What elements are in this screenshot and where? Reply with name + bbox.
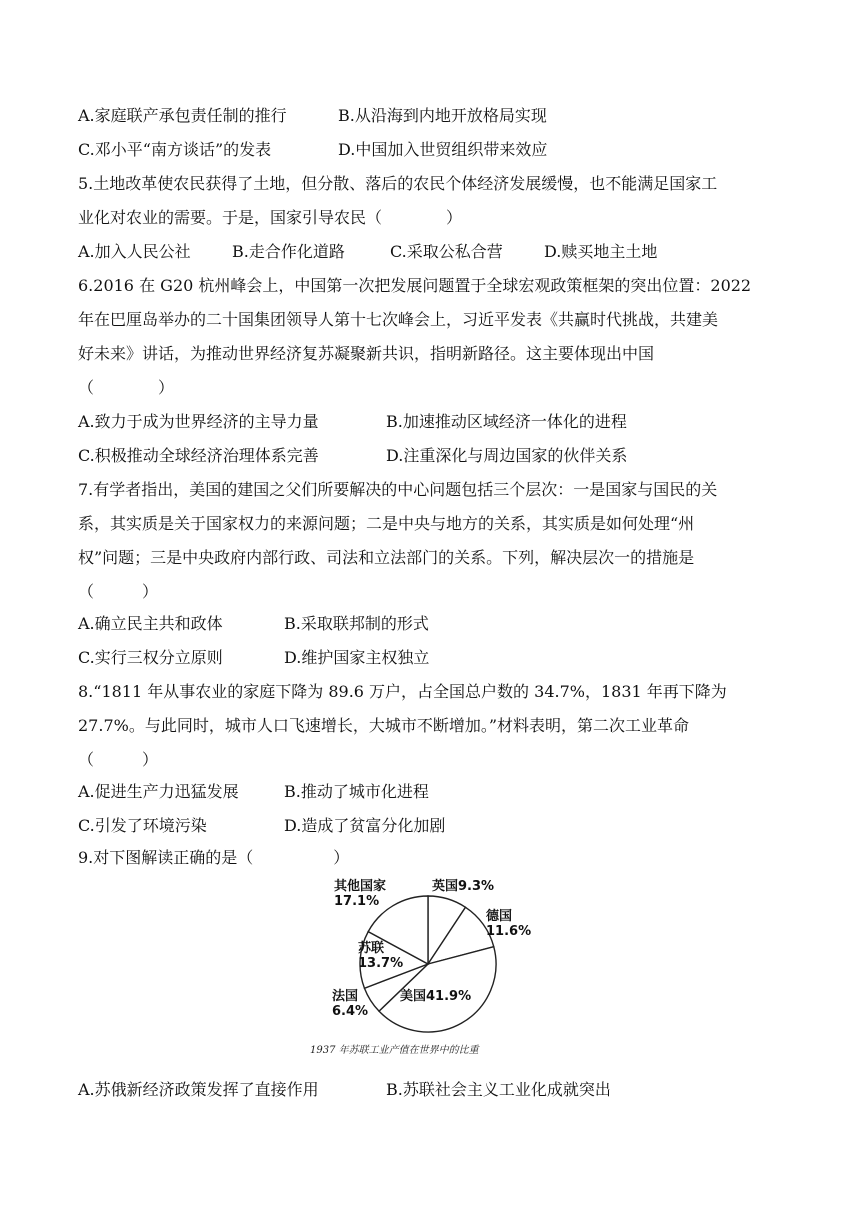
q5-option-a: A.加入人民公社 xyxy=(78,242,191,261)
q6-stem-line-2: 年在巴厘岛举办的二十国集团领导人第十七次峰会上，习近平发表《共赢时代挑战，共建美 xyxy=(78,310,719,329)
q8-option-a: A.促进生产力迅猛发展 xyxy=(78,782,239,801)
q9-stem: 9.对下图解读正确的是（ ） xyxy=(78,848,350,867)
pie-value-4: 13.7% xyxy=(358,956,404,971)
pie-value-1: 11.6% xyxy=(486,924,532,939)
q4-option-d: D.中国加入世贸组织带来效应 xyxy=(338,140,548,159)
q4-option-a: A.家庭联产承包责任制的推行 xyxy=(78,106,287,125)
q5-option-d: D.赎买地主土地 xyxy=(544,242,658,261)
q7-option-a: A.确立民主共和政体 xyxy=(78,614,223,633)
pie-label-0: 英国9.3% xyxy=(432,879,495,894)
pie-label-1: 德国 xyxy=(486,909,513,924)
pie-value-5: 17.1% xyxy=(334,894,380,909)
q5-stem-line-2: 业化对农业的需要。于是，国家引导农民（ ） xyxy=(78,208,463,227)
q8-stem-line-3: （ ） xyxy=(78,750,159,769)
q6-stem-line-3: 好未来》讲话，为推动世界经济复苏凝聚新共识，指明新路径。这主要体现出中国 xyxy=(78,344,655,363)
pie-chart xyxy=(318,868,550,1058)
pie-value-3: 6.4% xyxy=(332,1004,369,1019)
q6-option-a: A.致力于成为世界经济的主导力量 xyxy=(78,412,319,431)
q7-option-c: C.实行三权分立原则 xyxy=(78,648,223,667)
pie-label-3: 法国 xyxy=(332,989,359,1004)
q5-option-c: C.采取公私合营 xyxy=(390,242,503,261)
q6-option-d: D.注重深化与周边国家的伙伴关系 xyxy=(386,446,628,465)
q8-option-b: B.推动了城市化进程 xyxy=(284,782,429,801)
q7-option-b: B.采取联邦制的形式 xyxy=(284,614,429,633)
pie-label-4: 苏联 xyxy=(358,941,385,956)
q9-option-b: B.苏联社会主义工业化成就突出 xyxy=(386,1080,611,1099)
pie-chart-svg xyxy=(318,868,550,1038)
q6-stem-line-1: 6.2016 在 G20 杭州峰会上，中国第一次把发展问题置于全球宏观政策框架的突出位置：2022 xyxy=(78,276,752,295)
q7-stem-line-2: 系，其实质是关于国家权力的来源问题；二是中央与地方的关系，其实质是如何处理“州 xyxy=(78,514,695,533)
q4-option-c: C.邓小平“南方谈话”的发表 xyxy=(78,140,272,159)
q7-stem-line-4: （ ） xyxy=(78,582,159,601)
pie-label-2: 美国41.9% xyxy=(400,989,472,1004)
q6-stem-line-4: （ ） xyxy=(78,378,175,397)
q8-stem-line-1: 8.“1811 年从事农业的家庭下降为 89.6 万户，占全国总户数的 34.7%，1831 年再下降为 xyxy=(78,682,727,701)
q8-option-c: C.引发了环境污染 xyxy=(78,816,207,835)
chart-caption: 1937 年苏联工业产值在世界中的比重 xyxy=(310,1045,479,1056)
q8-stem-line-2: 27.7%。与此同时，城市人口飞速增长，大城市不断增加。”材料表明，第二次工业革命 xyxy=(78,716,690,735)
q7-stem-line-3: 权”问题；三是中央政府内部行政、司法和立法部门的关系。下列，解决层次一的措施是 xyxy=(78,548,695,567)
q6-option-b: B.加速推动区域经济一体化的进程 xyxy=(386,412,627,431)
q7-stem-line-1: 7.有学者指出，美国的建国之父们所要解决的中心问题包括三个层次：一是国家与国民的关 xyxy=(78,480,718,499)
q5-stem-line-1: 5.土地改革使农民获得了土地，但分散、落后的农民个体经济发展缓慢，也不能满足国家工 xyxy=(78,174,718,193)
pie-label-5: 其他国家 xyxy=(334,879,387,894)
q6-option-c: C.积极推动全球经济治理体系完善 xyxy=(78,446,319,465)
q7-option-d: D.维护国家主权独立 xyxy=(284,648,430,667)
q8-option-d: D.造成了贫富分化加剧 xyxy=(284,816,446,835)
q9-option-a: A.苏俄新经济政策发挥了直接作用 xyxy=(78,1080,319,1099)
q4-option-b: B.从沿海到内地开放格局实现 xyxy=(338,106,547,125)
q5-option-b: B.走合作化道路 xyxy=(232,242,345,261)
